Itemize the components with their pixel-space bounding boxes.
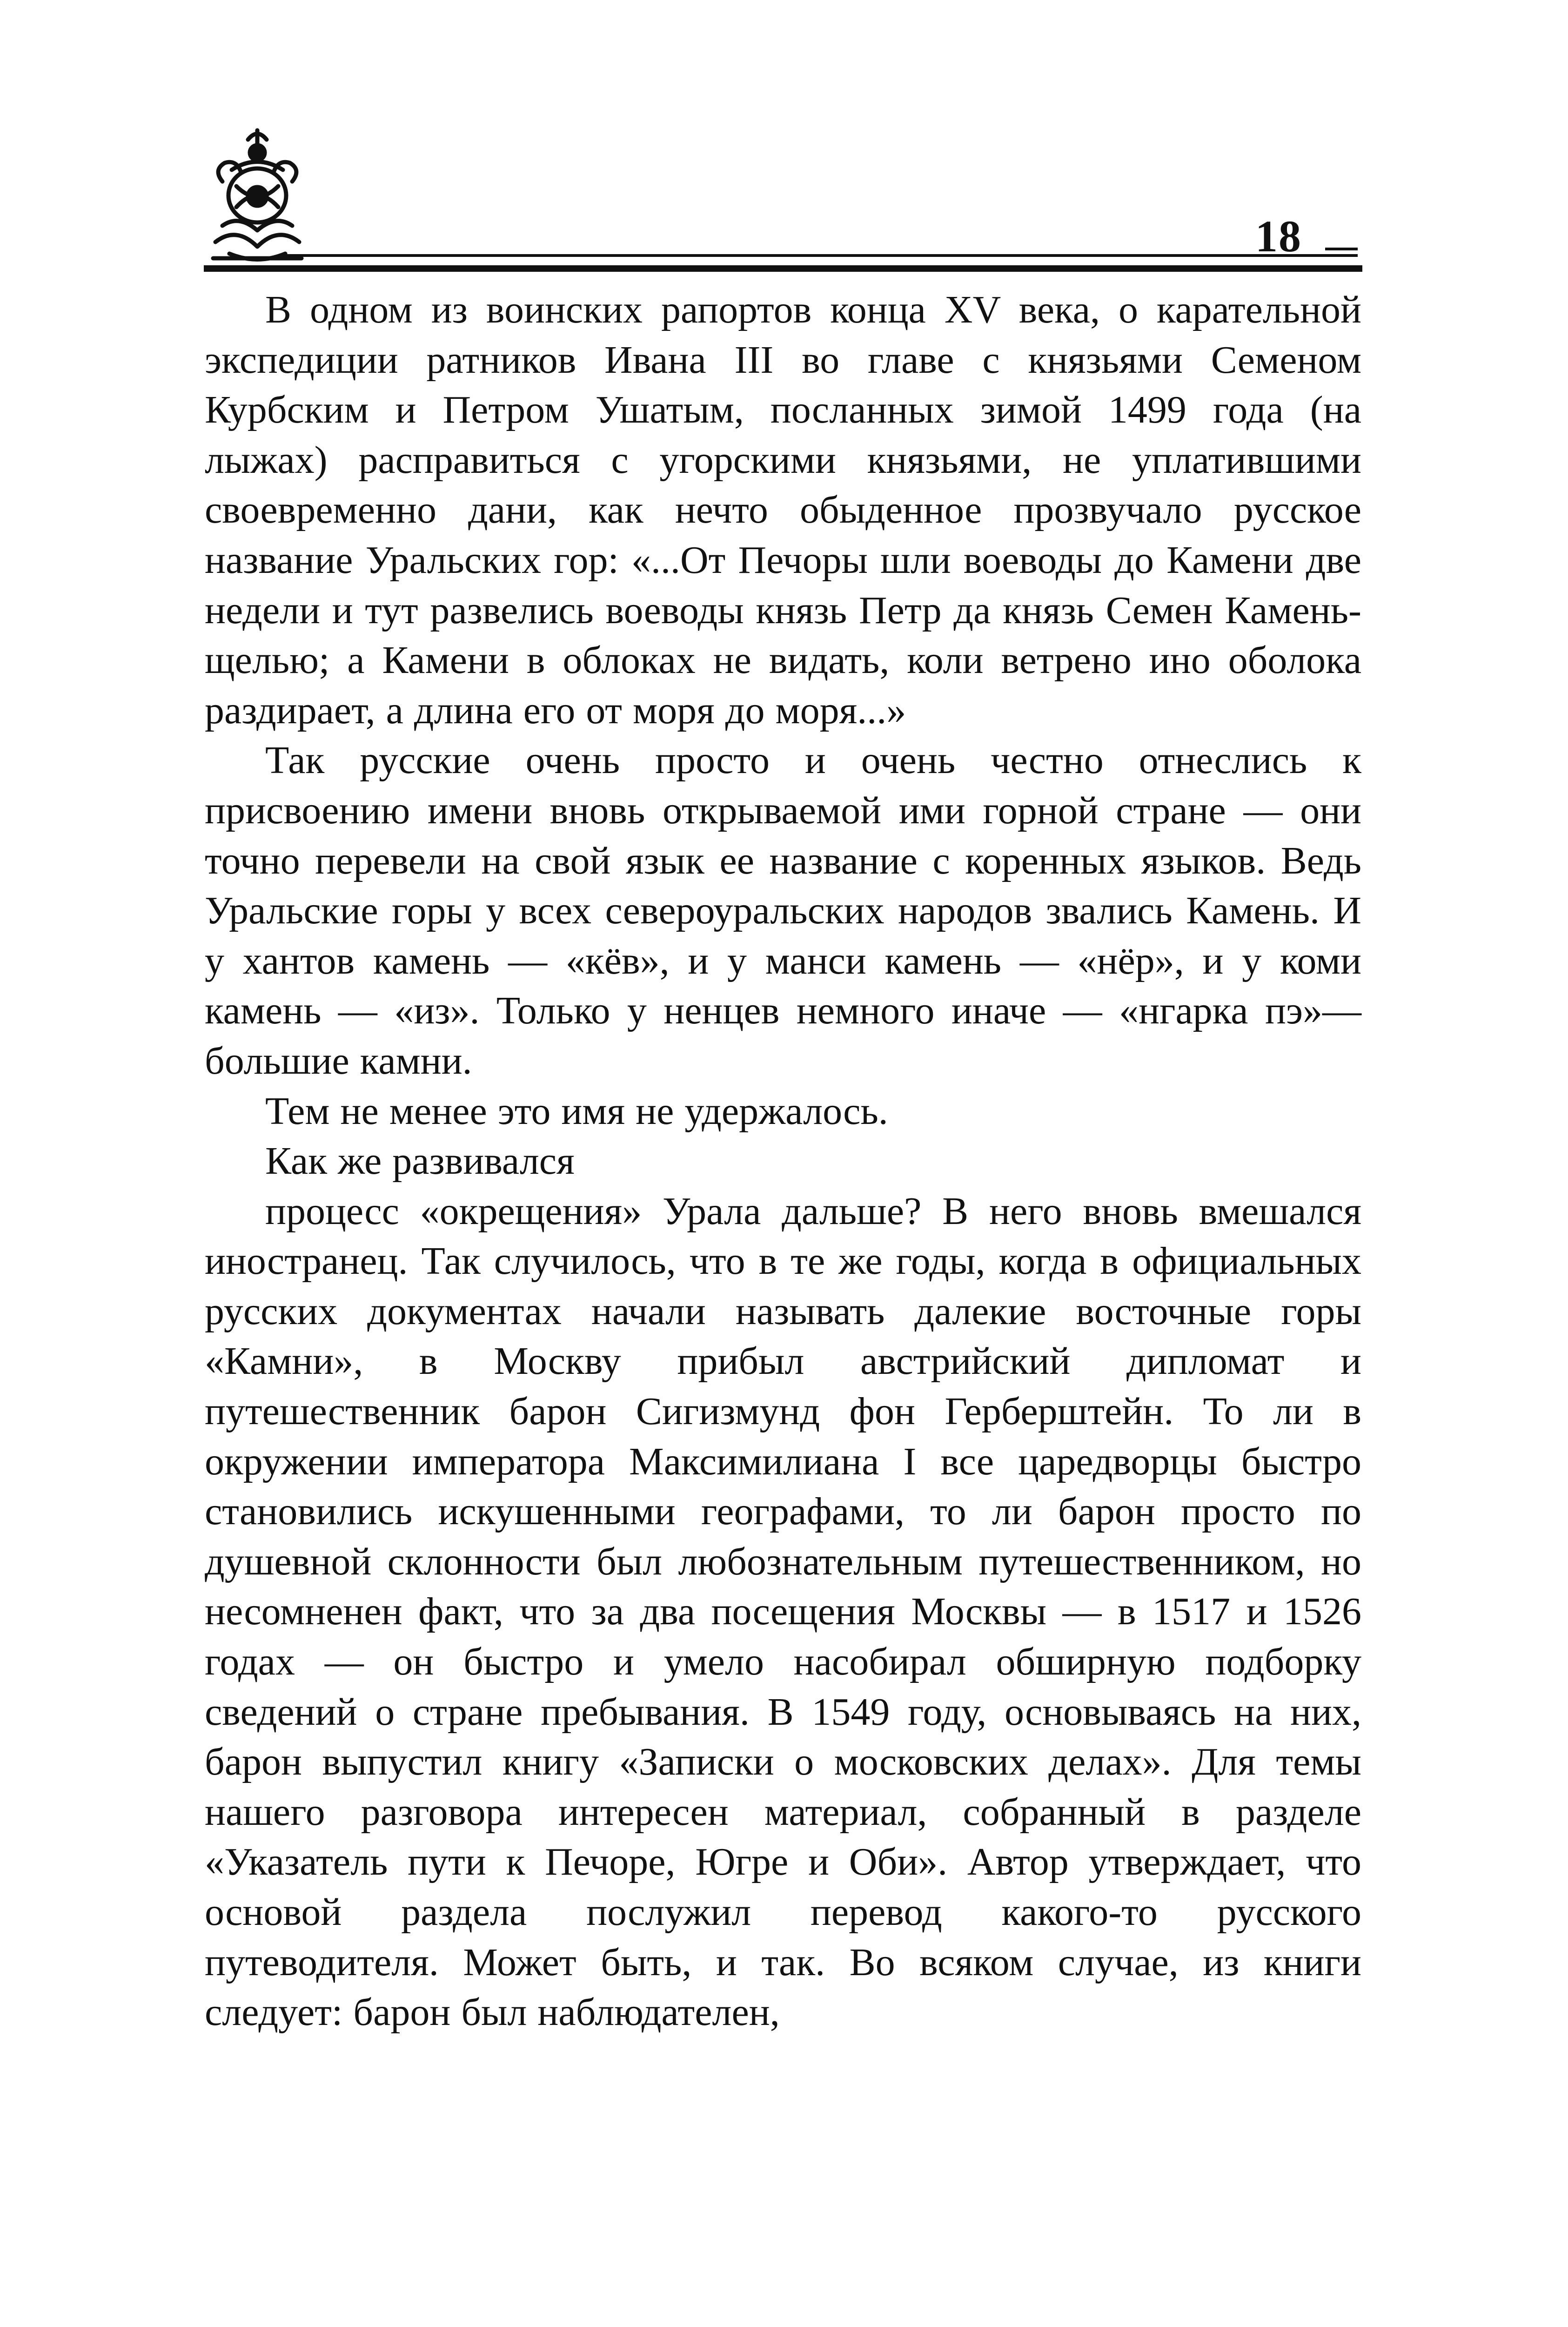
page-header [204, 126, 1362, 279]
paragraph-3: Тем не менее это имя не удержалось. [265, 1089, 888, 1133]
header-rule-tail [1325, 248, 1358, 250]
header-rule-thin [283, 254, 1358, 257]
paragraph-1: В одном из воинских рапортов конца XV века, о карательной экспедиции ратников Ивана III во главе с князьями Семеном Курбским и Петром Ушатым, посланных зимой 1499 года (на лыжах) расправиться с угорскими князьями, не уплатившими своевременно дани, как нечто обыденное прозвучало русское название Уральских гор: «...От Печоры шли воеводы до Камени две недели и тут развелись воеводы князь Петр да князь Семен Камень-щелью; а Камени в облоках не видать, коли ветрено ино оболока раздирает, а длина его от моря до моря...» [205, 288, 1361, 732]
page-number: 18 [1255, 211, 1302, 261]
paragraph-4: Как же развивался [265, 1139, 575, 1183]
paragraph-2: Так русские очень просто и очень честно отнеслись к присвоению имени вновь открываемой ими горной стране — они точно перевели на свой язык ее название с коренных языков. Ведь Уральские горы у всех североуральских народов звались Камень. И у хантов камень — «кёв», и у манси камень — «нёр», и у коми камень — «из». Только у ненцев немного иначе — «нгарка пэ»— большие камни. [205, 739, 1361, 1083]
header-rule-thick [204, 265, 1362, 272]
ornamental-knot-icon [204, 126, 311, 265]
body-text [205, 285, 1361, 2038]
paragraph-5: процесс «окрещения» Урала дальше? В него вновь вмешался иностранец. Так случилось, что в те же годы, когда в официальных русских документах начали называть далекие восточные горы «Камни», в Москву прибыл австрийский дипломат и путешественник барон Сигизмунд фон Герберштейн. То ли в окружении императора Максимилиана I все царедворцы быстро становились искушенными географами, то ли барон просто по душевной склонности был любознательным путешественником, но несомненен факт, что за два посещения Москвы — в 1517 и 1526 годах — он быстро и умело насобирал обширную подборку сведений о стране пребывания. В 1549 году, основываясь на них, барон выпустил книгу «Записки о московских делах». Для темы нашего разговора интересен материал, собранный в разделе «Указатель пути к Печоре, Югре и Оби». Автор утверждает, что основой раздела послужил перевод какого-то русского путеводителя. Может быть, и так. Во всяком случае, из книги следует: барон был наблюдателен, [205, 1189, 1361, 2034]
